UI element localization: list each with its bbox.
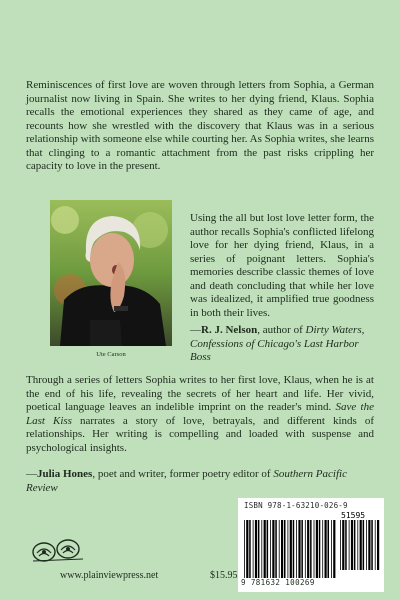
endorser-name: R. J. Nelson — [201, 324, 258, 336]
endorser-publication: Southern Pacific Review — [26, 468, 347, 494]
photo-caption: Ute Carson — [96, 351, 126, 358]
endorser-role: , author of — [257, 324, 306, 336]
endorsement-dash: — — [190, 324, 201, 336]
endorsement-nelson — [190, 324, 374, 365]
publisher-logo — [30, 537, 86, 565]
description-paragraph-2: Using the all but lost love letter form, the author recalls Sophia's conflicted lifelong love for her dying friend, Klaus, in a series of poignant letters. Sophia's memories describe classic themes of love and death concluding that while her love was idealized, it amplified true goodness in both their lives. — [190, 212, 374, 319]
author-photo — [50, 200, 172, 346]
book-description: Reminiscences of first love are woven through letters from Sophia, a German journalist now living in Spain. She writes to her dying friend, Klaus. Sophia recalls the emotional experiences they shared as they came of age, and recounts how she wrestled with the discovery that Klaus was in a serious relationship with someone else while courting her. As Sophia writes, she learns that clinging to a romantic attachment from the past risks crippling her capacity to love in the present. — [26, 79, 374, 172]
endorser-book-1: Dirty Waters — [305, 324, 362, 336]
endorser-book-2: Confessions of Chicago's Last Harbor Boss — [190, 337, 359, 363]
endorser-role: , poet and writer, former poetry editor of — [92, 468, 274, 480]
description-paragraph-3 — [26, 374, 374, 455]
publisher-website: www.plainviewpress.net — [60, 570, 159, 581]
ean-digits: 9 781632 100269 — [241, 578, 315, 587]
isbn-label: ISBN 978-1-63210-026-9 — [244, 501, 348, 510]
isbn-barcode — [238, 498, 384, 592]
book-title-inline: Save the Last Kiss — [26, 401, 374, 427]
paragraph-3-text-end: narrates a story of love, betrayals, and different kinds of relationships. Her writing is compelling and loaded with suspense and psychological insights. — [26, 414, 374, 454]
price-code: 51595 — [341, 511, 366, 520]
price-label: $15.95 — [210, 570, 238, 581]
endorsement-dash: — — [26, 468, 37, 480]
endorser-separator: , — [361, 324, 365, 336]
endorsement-hones — [26, 468, 374, 495]
paragraph-3-text: Through a series of letters Sophia writes to her first love, Klaus, when he is at the end of his life, revealing the secrets of her heart and life. Her vivid, poetical language leaves an indelible imprint on the reader's mind. — [26, 374, 374, 413]
endorser-name: Julia Hones — [37, 468, 93, 480]
